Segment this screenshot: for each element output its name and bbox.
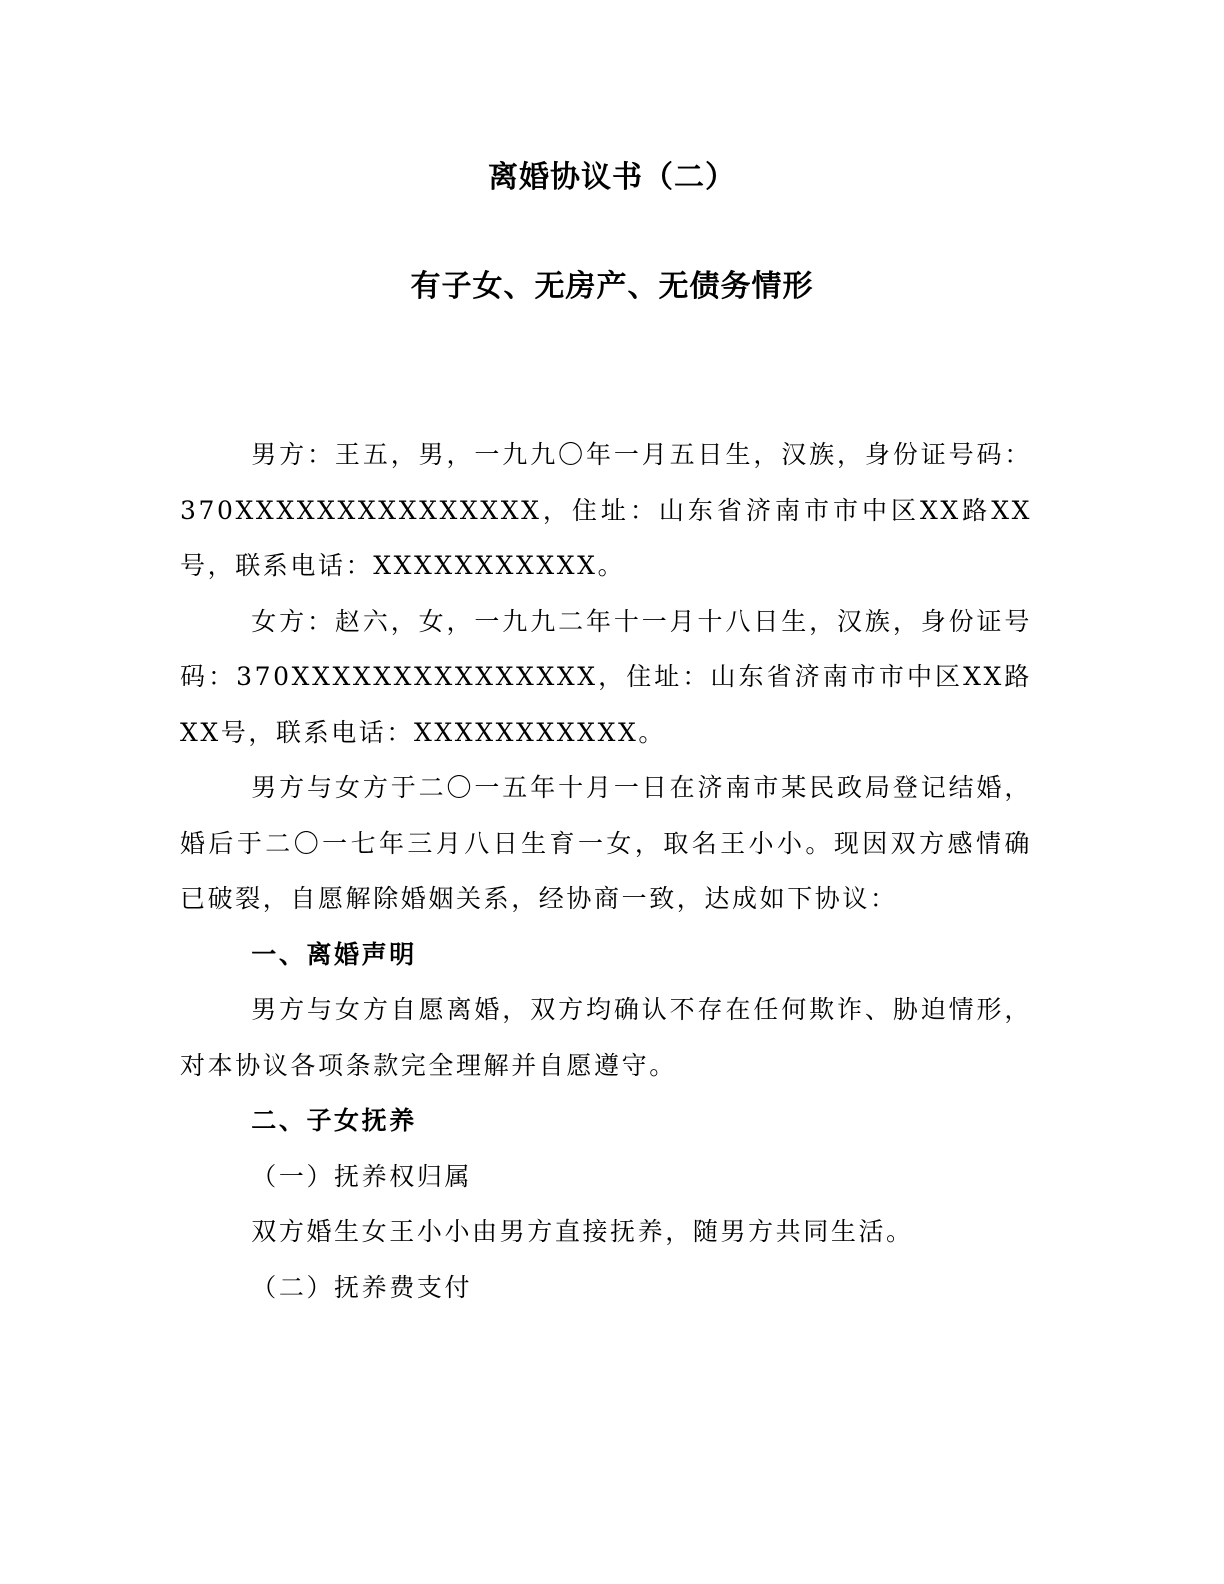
subsection-heading-custody: （一）抚养权归属 [251,1161,473,1191]
document-subtitle: 有子女、无房产、无债务情形 [410,269,814,304]
subsection-heading-support-payment: （二）抚养费支付 [251,1272,473,1302]
paragraph-female-party: 女方：赵六，女，一九九二年十一月十八日生，汉族，身份证号码：370XXXXXXXXXXXXXXX，住址：山东省济南市市中区XX路XX号，联系电话：XXXXXXXXXXX。 [180,606,1032,747]
paragraph-background: 男方与女方于二〇一五年十月一日在济南市某民政局登记结婚，婚后于二〇一七年三月八日生育一女，取名王小小。现因双方感情确已破裂，自愿解除婚姻关系，经协商一致，达成如下协议： [180,773,1032,913]
paragraph-male-party: 男方：王五，男，一九九〇年一月五日生，汉族，身份证号码：370XXXXXXXXXXXXXXX，住址：山东省济南市市中区XX路XX号，联系电话：XXXXXXXXXXX。 [180,440,1032,580]
document-body [180,427,1032,1315]
document-title: 离婚协议书（二） [488,160,736,195]
paragraph-custody: 双方婚生女王小小由男方直接抚养，随男方共同生活。 [251,1217,914,1246]
paragraph-divorce-statement: 男方与女方自愿离婚，双方均确认不存在任何欺诈、胁迫情形，对本协议各项条款完全理解并自愿遵守。 [180,995,1032,1080]
section-heading-child-custody: 二、子女抚养 [251,1106,417,1135]
section-heading-divorce-statement: 一、离婚声明 [251,939,417,969]
